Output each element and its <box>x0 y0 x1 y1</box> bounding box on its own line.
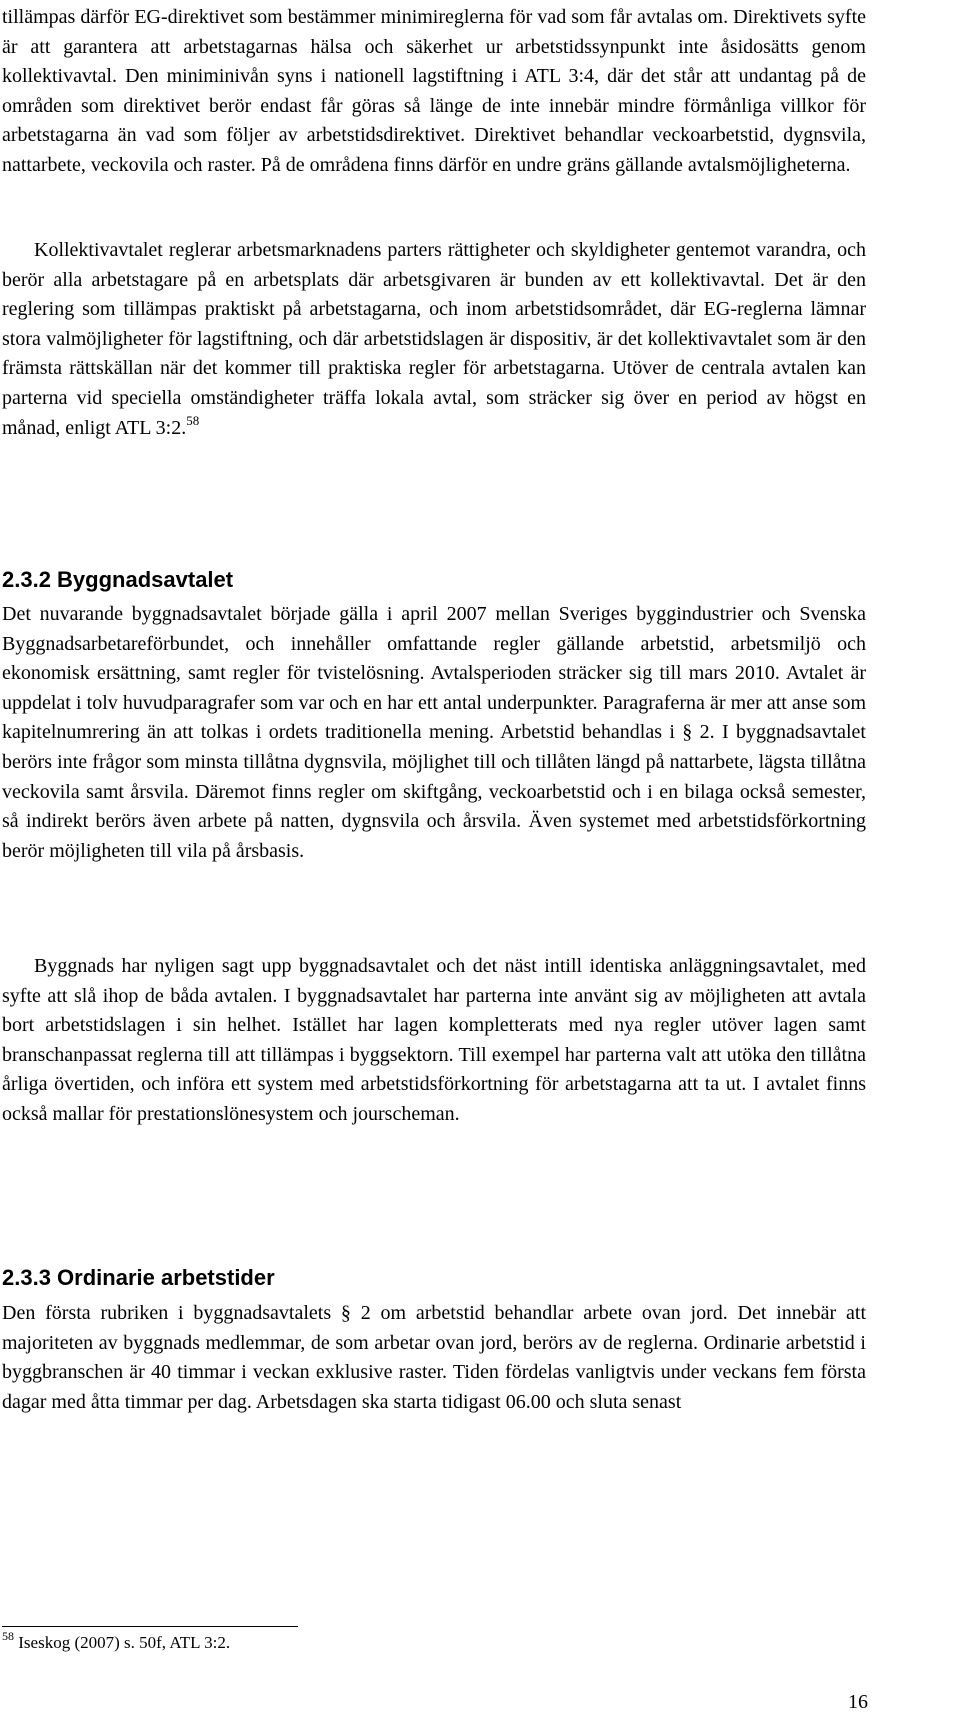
page-number: 16 <box>848 1691 868 1713</box>
footnote-text: Iseskog (2007) s. 50f, ATL 3:2. <box>18 1633 231 1652</box>
footnote-reference-58[interactable]: 58 <box>186 412 200 428</box>
ordinarie-arbetstider-paragraph-1: Den första rubriken i byggnadsavtalets § 2 om arbetstid behandlar arbete ovan jord. Det innebär att majoriteten av byggnads medlemmar, de som arbetar ovan jord, berörs av de reglerna. Ordinarie arbetstid i byggbranschen är 40 timmar i veckan exklusive raster. Tiden fördelas vanligtvis under veckans fem första dagar med åtta timmar per dag. Arbetsdagen ska starta tidigast 06.00 och sluta senast <box>2 1302 866 1413</box>
section-heading-ordinarie-arbetstider: 2.3.3 Ordinarie arbetstider <box>2 1265 275 1290</box>
footnote-number: 58 <box>2 1629 14 1643</box>
footnote-58 <box>2 1629 231 1654</box>
intro-paragraph-2-text: Kollektivavtalet reglerar arbetsmarknadens parters rättigheter och skyldigheter gentemot varandra, och berör alla arbetstagare på en arbetsplats där arbetsgivaren är bunden av ett kollektivavtal. Det är den reglering som tillämpas praktiskt på arbetstagarna, och inom arbetstidsområdet, där EG-reglerna lämnar stora valmöjligheter för lagstiftning, och där arbetstidslagen är dispositiv, är det kollektivavtalet som är den främsta rättskällan när det kommer till praktiska regler för arbetstagarna. Utöver de centrala avtalen kan parterna vid speciella omständigheter träffa lokala avtal, som sträcker sig över en period av högst en månad, enligt ATL 3:2. <box>2 239 866 439</box>
byggnadsavtalet-paragraph-2: Byggnads har nyligen sagt upp byggnadsavtalet och det näst intill identiska anläggningsavtalet, med syfte att slå ihop de båda avtalen. I byggnadsavtalet har parterna inte använt sig av möjligheten att avtala bort arbetstidslagen i sin helhet. Istället har lagen kompletterats med nya regler utöver lagen samt branschanpassat reglerna till att tillämpas i byggsektorn. Till exempel har parterna valt att utöka den tillåtna årliga övertiden, och införa ett system med arbetstidsförkortning för arbetstagarna att ta ut. I avtalet finns också mallar för prestationslönesystem och jourscheman. <box>2 955 866 1125</box>
section-heading-byggnadsavtalet: 2.3.2 Byggnadsavtalet <box>2 567 234 592</box>
byggnadsavtalet-paragraph-1: Det nuvarande byggnadsavtalet började gälla i april 2007 mellan Sveriges byggindustrier och Svenska Byggnadsarbetareförbundet, och innehåller omfattande regler gällande arbetstid, arbetsmiljö och ekonomisk ersättning, samt regler för tvistelösning. Avtalsperioden sträcker sig till mars 2010. Avtalet är uppdelat i tolv huvudparagrafer som var och en har ett antal underpunkter. Paragraferna är mer att anse som kapitelnumrering än att tolkas i ordets traditionella mening. Arbetstid behandlas i § 2. I byggnadsavtalet berörs inte frågor som minsta tillåtna dygnsvila, möjlighet till och tillåten längd på nattarbete, lägsta tillåtna veckovila samt årsvila. Däremot finns regler om skiftgång, veckoarbetstid och i en bilaga också semester, så indirekt berörs även arbete på natten, dygnsvila och årsvila. Även systemet med arbetstidsförkortning berör möjligheten till vila på årsbasis. <box>2 603 866 862</box>
intro-paragraph-1: tillämpas därför EG-direktivet som bestämmer minimireglerna för vad som får avtalas om. Direktivets syfte är att garantera att arbetstagarnas hälsa och säkerhet ur arbetstidssynpunkt inte åsidosätts genom kollektivavtal. Den miniminivån syns i nationell lagstiftning i ATL 3:4, där det står att undantag på de områden som direktivet berör endast får göras så länge de inte innebär mindre förmånliga villkor för arbetstagarna än vad som följer av arbetstidsdirektivet. Direktivet behandlar veckoarbetstid, dygnsvila, nattarbete, veckovila och raster. På de områdena finns därför en undre gräns gällande avtalsmöjligheterna. <box>2 6 866 176</box>
intro-paragraph-2 <box>2 236 866 443</box>
footnote-separator <box>2 1626 298 1627</box>
